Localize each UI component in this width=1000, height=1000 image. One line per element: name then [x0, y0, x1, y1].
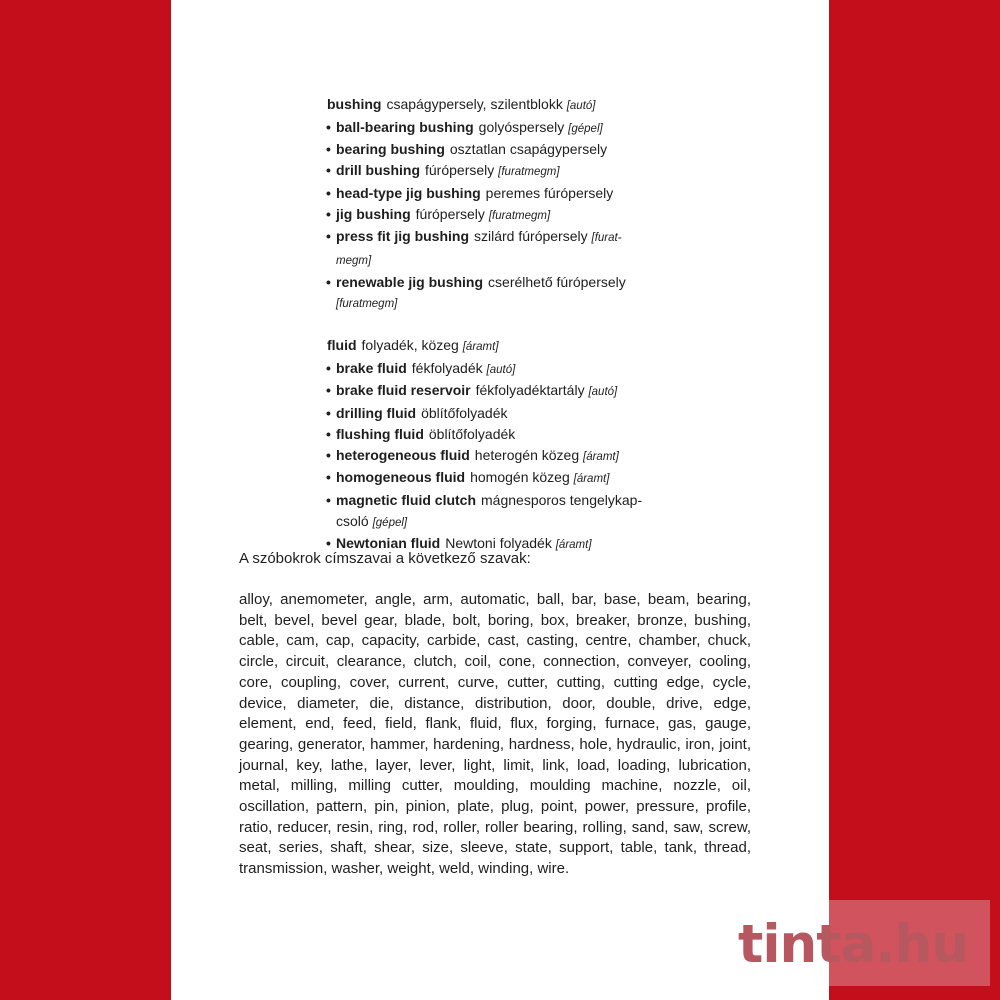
- subentry-translation: peremes fúrópersely: [485, 184, 614, 201]
- subentry: [327, 226, 657, 249]
- publisher-logo: tinta.hu: [738, 914, 968, 975]
- subentry-translation: osztatlan csapágypersely: [449, 141, 608, 158]
- domain-tag: [gépel]: [568, 122, 603, 135]
- subentry: [327, 490, 657, 511]
- subentry-continuation: [327, 249, 657, 272]
- domain-tag: [autó]: [588, 386, 618, 399]
- domain-tag: [furatmegm]: [498, 166, 560, 179]
- subentry-term: homogeneous fluid: [336, 469, 466, 486]
- subentry-term: brake fluid reservoir: [336, 382, 471, 399]
- subentry-term: magnetic fluid clutch: [336, 491, 477, 508]
- headword: fluid: [327, 337, 357, 354]
- subentry-translation-continuation: csoló: [336, 512, 369, 529]
- subentry-term: drilling fluid: [336, 405, 417, 422]
- subentry-translation: homogén közeg: [470, 469, 570, 486]
- domain-tag: [furatmegm]: [488, 209, 551, 222]
- subentry-translation: mágnesporos tengelykap-: [481, 491, 643, 508]
- subentry-term: flushing fluid: [336, 425, 424, 442]
- domain-tag: [áramt]: [573, 473, 610, 486]
- domain-tag: [áramt]: [583, 450, 619, 463]
- subentry-translation: cserélhető fúrópersely: [488, 273, 626, 290]
- headword-list-intro: A szóbokrok címszavai a következő szavak:: [239, 550, 531, 567]
- subentry-term: bearing bushing: [336, 141, 445, 158]
- domain-tag: [gépel]: [372, 516, 408, 529]
- subentry: [327, 272, 657, 293]
- subentry: [327, 403, 657, 424]
- translation: csapágypersely, szilentblokk: [386, 96, 563, 112]
- subentry-translation: heterogén közeg: [474, 446, 580, 463]
- subentry-term: press fit jig bushing: [336, 228, 470, 245]
- domain-tag: [furatmegm]: [336, 298, 398, 311]
- dictionary-entries: [327, 94, 657, 556]
- subentry-translation: fúrópersely: [425, 162, 495, 179]
- subentry-translation: fúrópersely: [415, 205, 485, 222]
- headword: bushing: [327, 96, 382, 112]
- subentry-translation: öblítőfolyadék: [421, 405, 508, 422]
- subentry: [327, 183, 657, 204]
- entry-headword-line: [327, 335, 657, 358]
- subentry: [327, 139, 657, 160]
- subentry-translation: fékfolyadék: [411, 359, 483, 376]
- headword-list: alloy, anemometer, angle, arm, automatic, ball, bar, base, beam, bearing, belt, bevel, bevel gear, blade, bolt, boring, box, breaker, bronze, bushing, cable, cam, cap, capacity, carbide, cast, casting, centre, chamber, chuck, circle, circuit, clearance, clutch, coil, cone, connection, conveyer, cooling, core, coupling, cover, current, curve, cutter, cutting, cutting edge, cycle, device, diameter, die, distance, distribution, door, double, drive, edge, element, end, feed, field, flank, fluid, flux, forging, furnace, gas, gauge, gearing, generator, hammer, hardening, hardness, hole, hydraulic, iron, joint, journal, key, lathe, layer, lever, light, limit, link, load, loading, lubrication, metal, milling, milling cutter, moulding, moulding machine, nozzle, oil, oscillation, pattern, pin, pinion, plate, plug, point, power, pressure, profile, ratio, reducer, resin, ring, rod, roller, roller bearing, rolling, sand, saw, screw, seat, series, shaft, shear, size, sleeve, state, support, table, tank, thread, transmission, washer, weight, weld, winding, wire.: [239, 591, 751, 878]
- subentry-term: head-type jig bushing: [336, 184, 481, 201]
- domain-tag: [áramt]: [555, 539, 592, 552]
- subentry: [327, 380, 657, 403]
- domain-tag: [furat-: [591, 232, 622, 245]
- subentry-translation: golyóspersely: [478, 118, 565, 135]
- subentry: [327, 358, 657, 381]
- subentry: [327, 424, 657, 445]
- domain-tag: [autó]: [566, 100, 596, 112]
- subentry-term: drill bushing: [336, 162, 420, 179]
- subentry-term: renewable jig bushing: [336, 273, 484, 290]
- subentry-translation: Newtoni folyadék: [445, 535, 552, 552]
- subentry-continuation: [327, 292, 657, 315]
- subentry-term: ball-bearing bushing: [336, 118, 474, 135]
- subentry-term: heterogeneous fluid: [336, 446, 470, 463]
- subentry-term: jig bushing: [336, 205, 411, 222]
- domain-tag: [autó]: [486, 363, 516, 376]
- translation: folyadék, közeg: [361, 337, 459, 354]
- subentry-translation: szilárd fúrópersely: [474, 228, 588, 245]
- subentry-term: Newtonian fluid: [336, 535, 441, 552]
- subentry-continuation: [327, 511, 657, 534]
- subentry: [327, 445, 657, 468]
- subentry: [327, 467, 657, 490]
- subentry: [327, 160, 657, 183]
- subentry: [327, 117, 657, 140]
- subentry: [327, 204, 657, 227]
- subentry-translation: öblítőfolyadék: [428, 425, 516, 442]
- subentry-translation: fékfolyadéktartály: [475, 382, 585, 399]
- domain-tag: megm]: [336, 254, 372, 267]
- entry-headword-line: [327, 94, 657, 117]
- subentry-term: brake fluid: [336, 359, 407, 376]
- domain-tag: [áramt]: [462, 341, 499, 354]
- entry-bushing: [327, 94, 657, 315]
- entry-fluid: [327, 335, 657, 556]
